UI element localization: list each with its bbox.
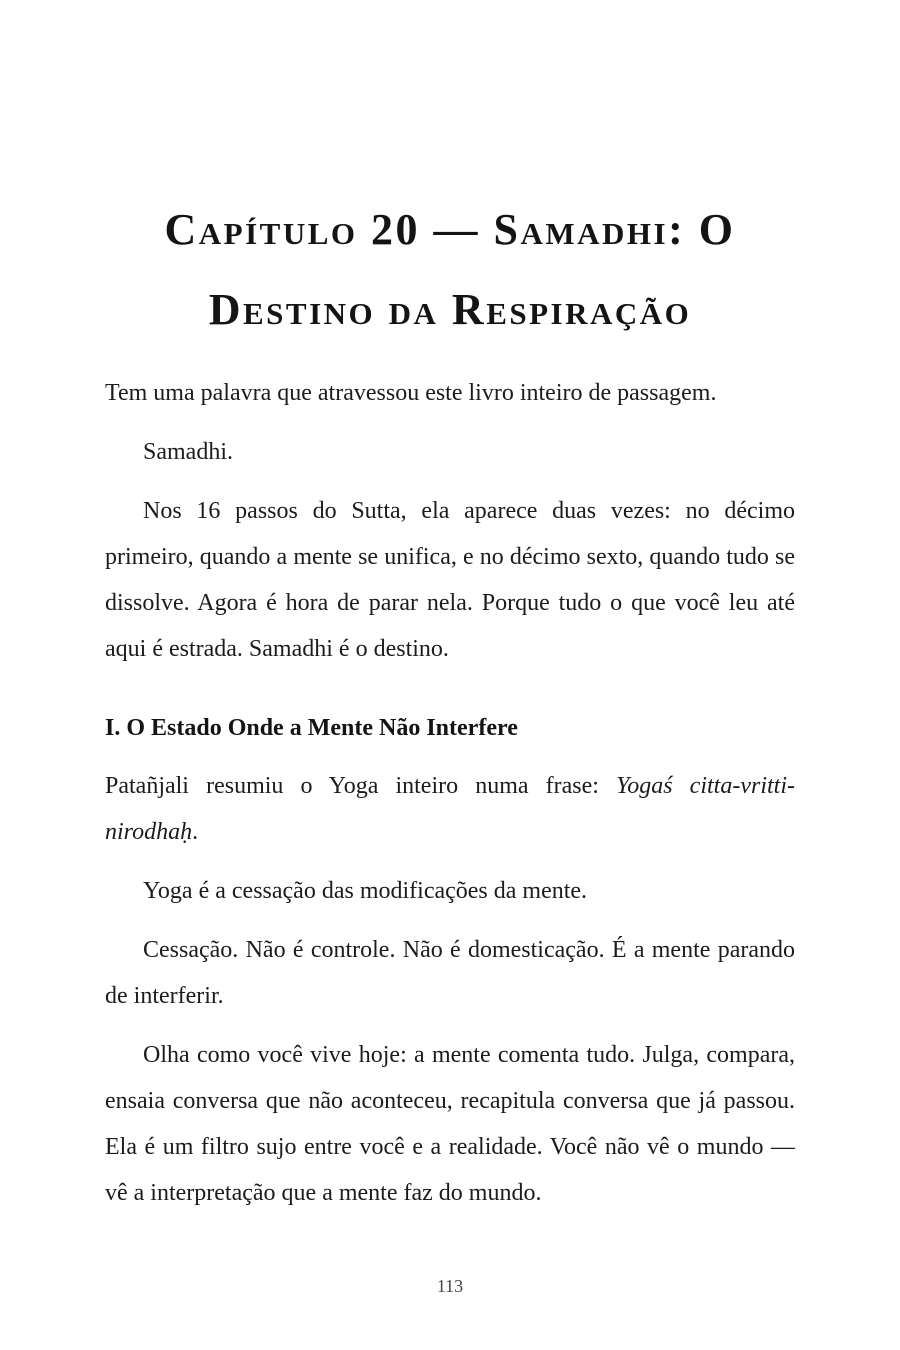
paragraph-yoga-definition: Yoga é a cessação das modificações da mente. [143,878,588,904]
paragraph-mind-comments: Olha como você vive hoje: a mente comenta tudo. Julga, compara, ensaia conversa que não aconteceu, recapitula conversa que já passou. Ela é um filtro sujo entre você e a realidade. Você não vê o mundo — vê a interpretação que a mente faz do mundo. [105,1042,795,1206]
paragraph-patanjali [105,763,795,855]
patanjali-text: Patañjali resumiu o Yoga inteiro numa frase: [105,773,617,799]
patanjali-end: . [192,819,199,845]
paragraph-samadhi: Samadhi. [143,439,233,465]
paragraph-cessation: Cessação. Não é controle. Não é domesticação. É a mente parando de interferir. [105,937,795,1009]
chapter-title: Capítulo 20 — Samadhi: O Destino da Respiração [164,205,736,334]
paragraph-sutta-steps: Nos 16 passos do Sutta, ela aparece duas vezes: no décimo primeiro, quando a mente se unifica, e no décimo sexto, quando tudo se dissolve. Agora é hora de parar nela. Porque tudo o que você leu até aqui é estrada. Samadhi é o destino. [105,498,795,662]
sanskrit-quote: Yogaś citta-vritti-nirodhaḥ [105,773,795,845]
chapter-body [105,370,795,1216]
paragraph-intro: Tem uma palavra que atravessou este livro inteiro de passagem. [105,380,717,406]
page-number: 113 [436,1276,464,1296]
section-heading: I. O Estado Onde a Mente Não Interfere [105,715,518,741]
